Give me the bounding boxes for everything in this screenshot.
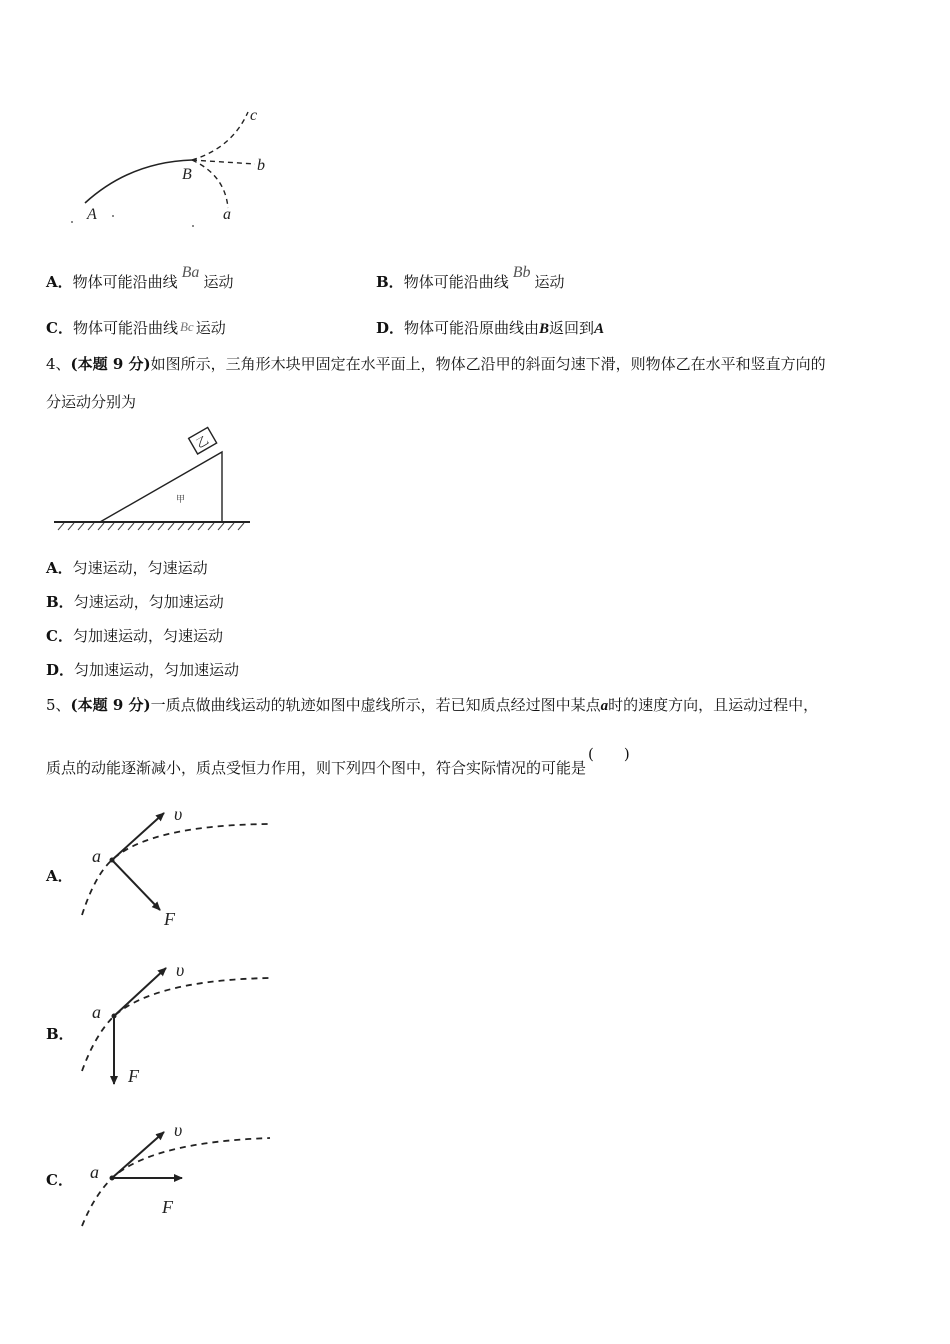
q5-option-C-key: C．	[46, 1171, 73, 1189]
label-F: F	[162, 1197, 173, 1217]
q3-option-C: C．物体可能沿曲线 Bc 运动	[46, 319, 226, 337]
q5-option-A-key: A．	[46, 867, 73, 885]
q5-stem-line2: 质点的动能逐渐减小，质点受恒力作用，则下列四个图中，符合实际情况的可能是( )	[46, 745, 630, 777]
q4-option-B: B．匀速运动，匀加速运动	[46, 593, 224, 611]
label-b: b	[257, 157, 265, 174]
dashed-line-Bb	[192, 160, 255, 164]
trajectory-figure-A	[70, 800, 280, 930]
trajectory-figure-C	[70, 1118, 280, 1238]
label-a: a	[92, 1002, 101, 1022]
dashed-trajectory	[82, 1138, 270, 1226]
q4-stem-line2: 分运动分别为	[46, 393, 137, 411]
q3-option-B: B．物体可能沿曲线Bb运动	[376, 264, 565, 291]
force-arrow	[112, 860, 160, 910]
block-yi	[189, 427, 217, 454]
q4-option-C: C．匀加速运动，匀速运动	[46, 627, 223, 645]
label-a: a	[92, 846, 101, 866]
speck	[112, 215, 114, 217]
q5-option-B-key: B．	[46, 1025, 74, 1043]
label-F: F	[164, 909, 175, 929]
label-F: F	[128, 1066, 139, 1086]
dashed-trajectory	[82, 978, 270, 1071]
label-c: c	[250, 107, 258, 124]
curve-figure-q3	[60, 100, 290, 240]
incline-figure-q4	[50, 430, 260, 535]
speck	[192, 225, 194, 227]
label-yi: 乙	[193, 433, 211, 452]
triangle-block-jia	[100, 452, 222, 522]
label-A: A	[87, 206, 97, 223]
velocity-arrow	[112, 1132, 164, 1178]
trajectory-figure-B	[70, 958, 280, 1093]
dashed-trajectory	[82, 824, 270, 915]
q4-option-D: D．匀加速运动，匀加速运动	[46, 661, 240, 679]
label-a: a	[90, 1162, 99, 1182]
solid-curve-AB	[85, 160, 192, 203]
label-v: υ	[176, 960, 185, 980]
q4-stem-line1: 4、(本题 9 分)如图所示，三角形木块甲固定在水平面上，物体乙沿甲的斜面匀速下滑，则物体乙在水平和竖直方向的	[46, 355, 826, 373]
q3-option-D: D．物体可能沿原曲线由B返回到A	[376, 319, 605, 337]
q4-option-A: A．匀速运动，匀速运动	[46, 559, 208, 577]
q5-stem-line1: 5、(本题 9 分)一质点做曲线运动的轨迹如图中虚线所示，若已知质点经过图中某点a时的速度方向，且运动过程中，	[46, 696, 819, 714]
label-a: a	[223, 206, 231, 223]
dashed-curve-Ba	[192, 160, 228, 208]
label-v: υ	[174, 804, 183, 824]
speck	[71, 221, 73, 223]
label-jia: 甲	[176, 495, 186, 505]
label-v: υ	[174, 1120, 183, 1140]
q3-option-A: A．物体可能沿曲线Ba运动	[46, 264, 234, 291]
label-B: B	[182, 166, 192, 183]
ground-hatching	[58, 523, 244, 530]
answer-paren: ( )	[588, 745, 630, 763]
dashed-curve-Bc	[192, 112, 248, 160]
